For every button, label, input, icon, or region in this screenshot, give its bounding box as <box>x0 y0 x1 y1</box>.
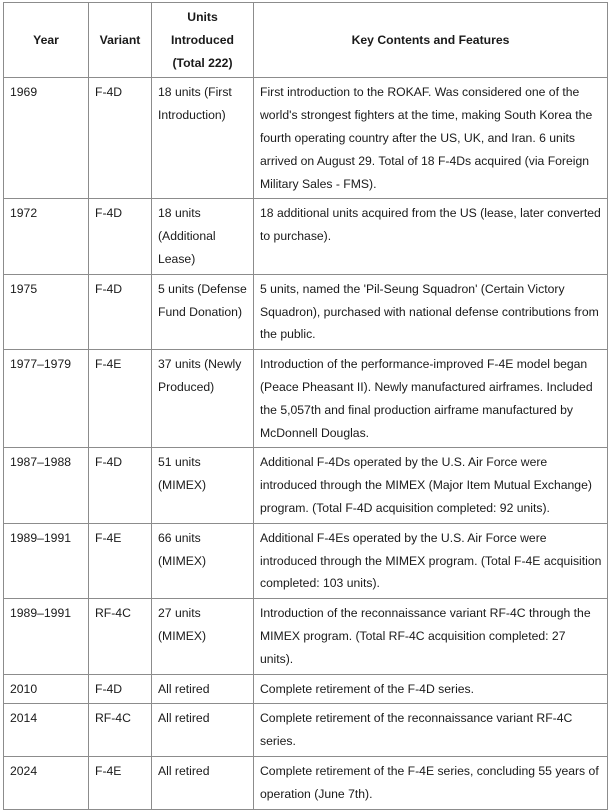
cell-features: Complete retirement of the F-4D series. <box>254 674 608 704</box>
cell-units: 27 units (MIMEX) <box>152 599 254 674</box>
cell-units: All retired <box>152 674 254 704</box>
cell-variant: F-4D <box>89 199 152 274</box>
table-row <box>4 599 608 674</box>
cell-units: 66 units (MIMEX) <box>152 523 254 598</box>
cell-units: 18 units (Additional Lease) <box>152 199 254 274</box>
cell-features: Additional F-4Ds operated by the U.S. Air Force were introduced through the MIMEX (Major Item Mutual Exchange) program. (Total F-4D acquisition completed: 92 units). <box>254 448 608 523</box>
cell-year: 1987–1988 <box>4 448 89 523</box>
cell-year: 1989–1991 <box>4 523 89 598</box>
table-row <box>4 674 608 704</box>
table-header-row <box>4 3 608 78</box>
cell-features: First introduction to the ROKAF. Was considered one of the world's strongest fighters at the time, making South Korea the fourth operating country after the US, UK, and Iran. 6 units arrived on August 29. Total of 18 F-4Ds acquired (via Foreign Military Sales - FMS). <box>254 78 608 199</box>
header-year: Year <box>4 3 89 78</box>
cell-variant: F-4E <box>89 350 152 448</box>
cell-variant: F-4E <box>89 523 152 598</box>
table-row <box>4 704 608 757</box>
table-row <box>4 350 608 448</box>
table-row <box>4 78 608 199</box>
table-row <box>4 199 608 274</box>
acquisition-table <box>3 2 608 810</box>
cell-units: All retired <box>152 704 254 757</box>
cell-year: 2010 <box>4 674 89 704</box>
cell-year: 1975 <box>4 274 89 349</box>
cell-year: 1972 <box>4 199 89 274</box>
cell-units: 5 units (Defense Fund Donation) <box>152 274 254 349</box>
cell-variant: F-4D <box>89 78 152 199</box>
cell-features: Complete retirement of the F-4E series, concluding 55 years of operation (June 7th). <box>254 756 608 809</box>
table-row <box>4 274 608 349</box>
cell-features: 5 units, named the 'Pil-Seung Squadron' (Certain Victory Squadron), purchased with national defense contributions from the public. <box>254 274 608 349</box>
cell-year: 2024 <box>4 756 89 809</box>
table-row <box>4 448 608 523</box>
cell-year: 2014 <box>4 704 89 757</box>
cell-variant: RF-4C <box>89 704 152 757</box>
cell-features: Introduction of the reconnaissance variant RF-4C through the MIMEX program. (Total RF-4C acquisition completed: 27 units). <box>254 599 608 674</box>
header-features: Key Contents and Features <box>254 3 608 78</box>
cell-year: 1977–1979 <box>4 350 89 448</box>
cell-units: All retired <box>152 756 254 809</box>
cell-features: Additional F-4Es operated by the U.S. Air Force were introduced through the MIMEX program. (Total F-4E acquisition completed: 103 units). <box>254 523 608 598</box>
cell-variant: F-4D <box>89 674 152 704</box>
cell-features: Complete retirement of the reconnaissance variant RF-4C series. <box>254 704 608 757</box>
cell-units: 37 units (Newly Produced) <box>152 350 254 448</box>
cell-variant: F-4D <box>89 448 152 523</box>
cell-units: 18 units (First Introduction) <box>152 78 254 199</box>
cell-units: 51 units (MIMEX) <box>152 448 254 523</box>
header-units: Units Introduced (Total 222) <box>152 3 254 78</box>
cell-year: 1969 <box>4 78 89 199</box>
cell-features: 18 additional units acquired from the US (lease, later converted to purchase). <box>254 199 608 274</box>
table-row <box>4 756 608 809</box>
cell-variant: F-4D <box>89 274 152 349</box>
cell-year: 1989–1991 <box>4 599 89 674</box>
cell-variant: RF-4C <box>89 599 152 674</box>
cell-variant: F-4E <box>89 756 152 809</box>
cell-features: Introduction of the performance-improved F-4E model began (Peace Pheasant II). Newly manufactured airframes. Included the 5,057th and final production airframe manufactured by McDonnell Douglas. <box>254 350 608 448</box>
table-row <box>4 523 608 598</box>
header-variant: Variant <box>89 3 152 78</box>
